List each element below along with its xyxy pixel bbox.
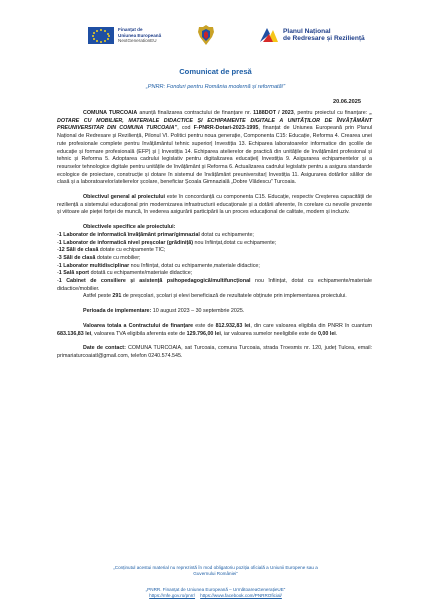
ineligible-value: 0,00 lei: [317, 330, 336, 337]
intro-text-4: , finanțat de Uniunea Europeană prin Planul Național de Redresare și Reziliență, Pilonul VI. Politici pentru noua generație, Componenta C15: Educație, Reforma 4. Crearea unei rute profesionale complete pentru învățământul tehnic superior| Investiția 13. Echiparea laboratoarelor informatice din școlile de educație și formare profesională (EFP) și | Investiția 14. Echiparea atelierelor de practică din unitățile de învățământ profesional și tehnic și Reforma 5. Adoptarea cadrului legislativ pentru digitalizarea educației| Investiția 9. Asigurarea echipamentelor și a resurselor tehnologice digitale pentru unitățile de învățământ și Reforma 6. Actualizarea cadrului legislativ pentru a asigura standarde ecologice de proiectare, construcție și dotare în sistemul de învățământ preuniversitar| Investiția 11. Asigurarea dotărilor sălilor de clasă și a laboratoarelor/atelierelor școlare, beneficiar Școala Gimnazială „Dobre Vlădescu” Turcoaia.: [57, 125, 373, 186]
footer-slogan: „PNRR. Finanțat de Uniunea Europeană – UrmătoareaGenerațieUE” https://mfe.gov.ro/pnrr/ https://www.facebook.com/PNRROficial/: [145, 587, 286, 598]
footer-link-mfe[interactable]: https://mfe.gov.ro/pnrr/: [149, 592, 196, 598]
intro-text-1: anunță finalizarea contractului de finanțare nr.: [137, 110, 254, 116]
intro-paragraph: [57, 110, 372, 187]
project-title: „ DOTARE CU MOBILIER, MATERIALE DIDACTICE ȘI ECHIPAMENTE DIGITALE A UNITĂȚILOR DE ÎNVĂȚĂMÂNT PREUNIVERSITAR DIN COMUNA TURCOAIA”: [57, 110, 373, 132]
eu-logo-line1: Finanțat de: [118, 27, 143, 33]
period-value: 10 august 2023 – 30 septembrie 2025.: [151, 308, 245, 315]
list-item: -1 Sală sport dotată cu echipamente/materiale didactice;: [57, 270, 193, 277]
objective-label: Obiectivul general al proiectului: [83, 194, 166, 201]
list-item: -1 Cabinet de consiliere și asistență psihopedagogică/multifuncțional nou înființat, dotat cu echipamente/materiale didactice/mobilier.: [57, 278, 372, 292]
beneficiaries-paragraph: Astfel peste 291 de preșcolari, școlari și elevi beneficiază de rezultatele obținute prin implementarea proiectului.: [83, 293, 347, 300]
list-item: -1 Laborator de informatică nivel preșcolar (grădiniță) nou înființat,dotat cu echipamente;: [57, 239, 277, 246]
contact-paragraph: [57, 345, 372, 360]
specific-objectives-list: [57, 232, 372, 294]
value-paragraph: Valoarea totala a Contractului de finanțare este de 812.932,83 lei, din care valoarea eligibila din PNRR în cuantum 683.136,83 lei, valoarea TVA eligibila aferenta este de 129.796,00 lei, iar valoarea sumelor neeligibile este de 0,00 lei.: [57, 322, 373, 337]
list-item: -3 Săli de clasă dotate cu mobilier;: [57, 254, 141, 261]
footer-link-facebook[interactable]: https://www.facebook.com/PNRROficial/: [200, 592, 282, 598]
pnrr-logo-line2: de Redresare și Reziliență: [283, 35, 365, 42]
period-label: Perioada de implementare:: [83, 308, 152, 315]
objective-paragraph: [57, 194, 372, 217]
objective-text: este în concordanță cu componenta C15. Educație, respectiv Creșterea capacității de reziliență a sistemului educațional prin modernizarea infrastructurii educaționale și a dotării aferente, în corelare cu nevoile prezente și viitoare ale pieței forței de muncă, în vederea asigurării participării la un proces educațional de calitate, modern și incluziv.: [57, 194, 372, 216]
eu-logo-line2: Uniunea Europeană: [118, 32, 162, 38]
eu-logo: [88, 27, 161, 44]
eu-logo-line3: NextGenerationEU: [118, 38, 157, 44]
beneficiaries-count: 291: [112, 293, 122, 300]
pnrr-logo: [258, 26, 365, 44]
eligible-value: 683.136,83 lei: [57, 330, 92, 337]
tva-value: 129.796,00 lei: [186, 330, 221, 337]
intro-text-3: , cod: [177, 125, 194, 132]
contract-number: 1188DOT / 2023: [253, 110, 294, 116]
contact-label: Date de contact:: [83, 345, 126, 352]
project-code: F-PNRR-Dotari-2023-1995: [193, 125, 259, 132]
eu-flag-icon: [88, 27, 114, 44]
list-item: -12 Săli de clasă dotate cu echipamente TIC;: [57, 247, 166, 254]
intro-lead: COMUNA TURCOAIA: [83, 110, 138, 116]
total-value: 812.932,83 lei: [215, 322, 251, 329]
pnrr-logo-line1: Planul Național: [283, 27, 331, 35]
contact-text: COMUNA TURCOAIA, sat Turcoaia, comuna Turcoaia, strada Troesmis nr. 120, județ Tulcea, email: primariaturcoaiatl@gmail.com, telefon 0240.574.545.: [57, 345, 372, 359]
list-item: -1 Laborator multidisciplinar nou înființat, dotat cu echipamente,materiale didactice;: [57, 262, 260, 269]
release-date: 20.06.2025: [333, 99, 361, 105]
pnrr-mark-icon: [258, 26, 280, 44]
intro-text-2: , pentru proiectul cu finanțare:: [293, 110, 370, 116]
period-paragraph: [57, 308, 372, 316]
page-title: Comunicat de presă: [179, 67, 252, 76]
specific-heading: Obiectivele specifice ale proiectului:: [83, 224, 176, 231]
footer-disclaimer: „Conținutul acestui material nu reprezintă în mod obligatoriu poziția oficială a Uniunii Europene sau a Guvernului României”: [113, 565, 318, 576]
page-subtitle: „PNRR: Fonduri pentru România modernă și reformată!”: [145, 84, 286, 90]
romania-coat-of-arms-icon: [197, 24, 215, 46]
list-item: -1 Laborator de informatică învățământ primar/gimnazial dotat cu echipamente;: [57, 231, 254, 238]
release-body: [57, 110, 372, 361]
